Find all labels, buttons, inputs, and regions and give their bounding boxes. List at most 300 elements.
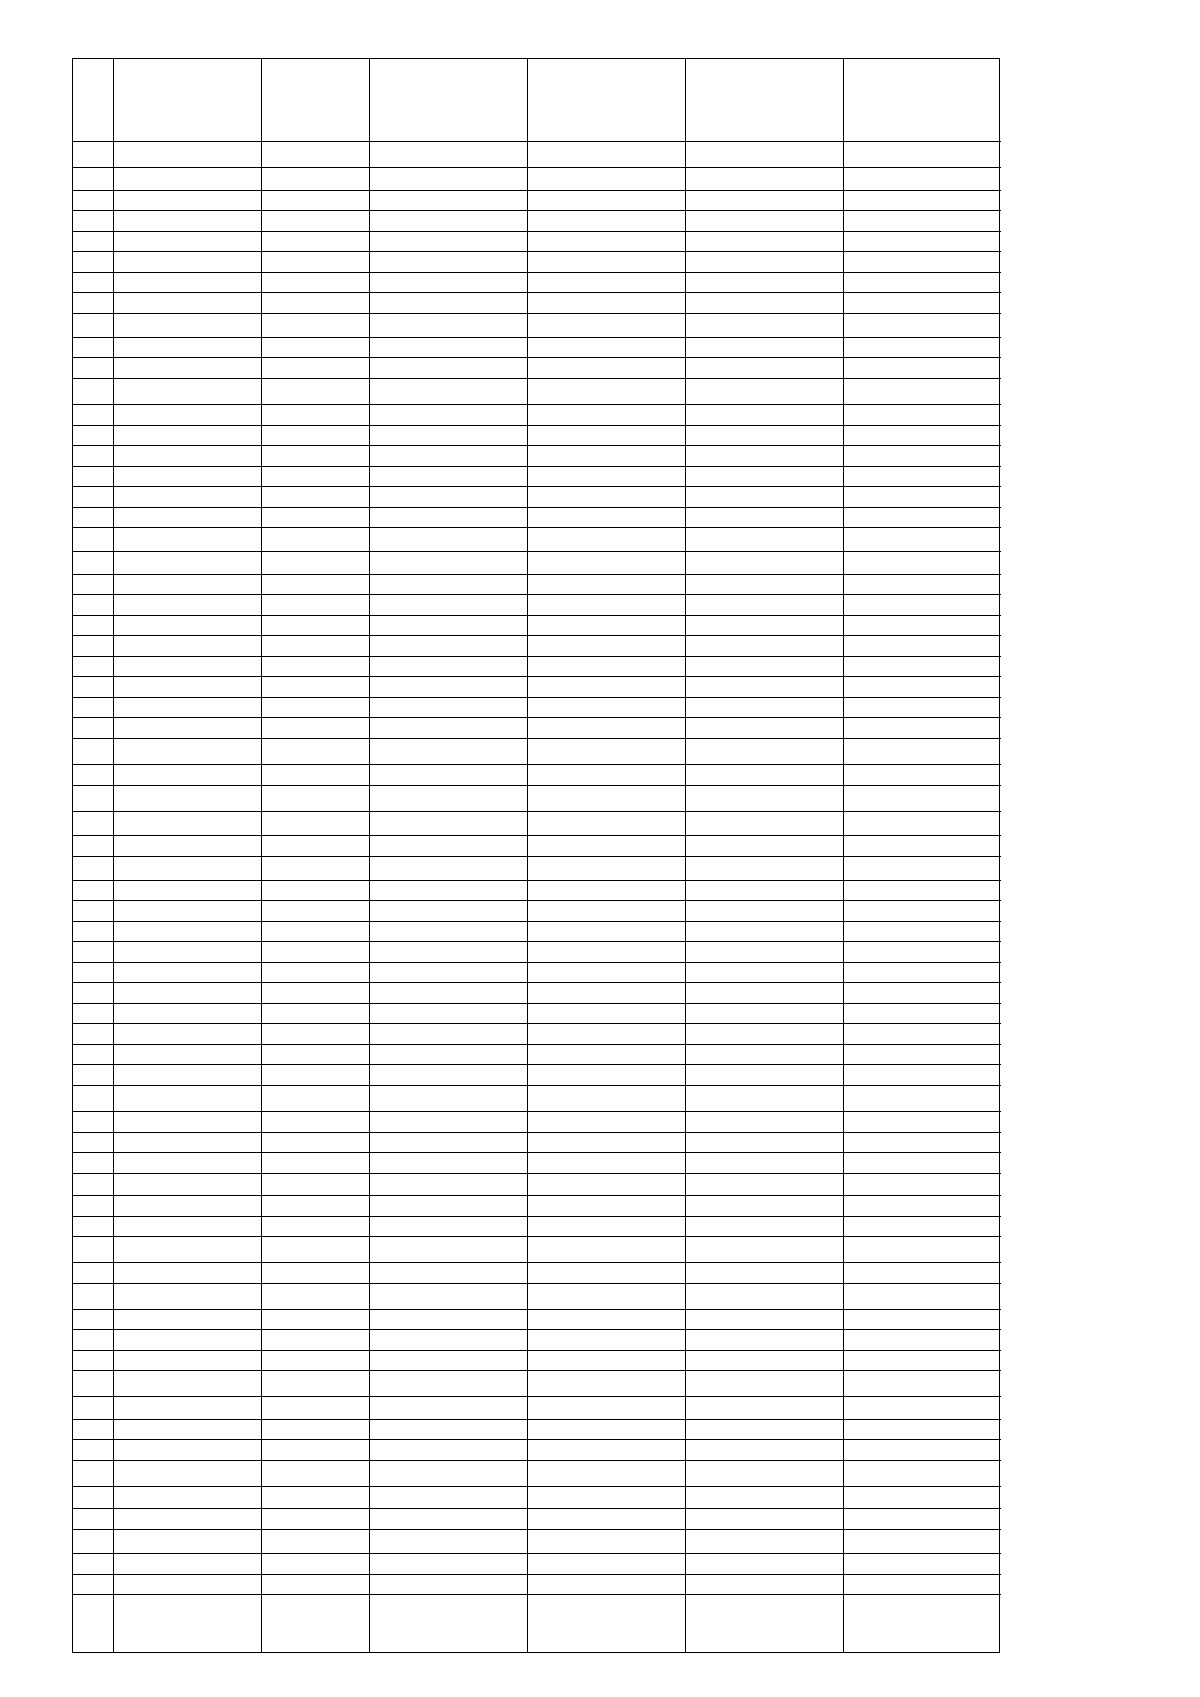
table-cell bbox=[114, 313, 261, 337]
table-cell bbox=[528, 1439, 685, 1460]
table-cell bbox=[114, 1486, 261, 1508]
table-cell bbox=[370, 1309, 527, 1330]
table-cell bbox=[114, 1508, 261, 1529]
table-cell bbox=[370, 1594, 527, 1650]
table-cell bbox=[114, 486, 261, 507]
table-cell bbox=[73, 676, 113, 697]
table-cell bbox=[528, 635, 685, 656]
table-cell bbox=[528, 141, 685, 167]
table-cell bbox=[73, 1309, 113, 1330]
table-cell bbox=[114, 676, 261, 697]
table-cell bbox=[528, 1309, 685, 1330]
table-cell bbox=[370, 574, 527, 595]
table-cell bbox=[528, 615, 685, 636]
table-cell bbox=[73, 1044, 113, 1065]
table-cell bbox=[370, 921, 527, 942]
table-cell bbox=[114, 1370, 261, 1396]
table-cell bbox=[114, 1574, 261, 1595]
table-column bbox=[527, 59, 685, 1652]
table-cell bbox=[528, 1486, 685, 1508]
table-cell bbox=[114, 272, 261, 293]
table-cell bbox=[844, 231, 1001, 252]
table-cell bbox=[114, 59, 261, 141]
table-cell bbox=[686, 1486, 843, 1508]
table-cell bbox=[262, 574, 369, 595]
table-cell bbox=[114, 835, 261, 856]
table-cell bbox=[528, 1262, 685, 1283]
table-cell bbox=[844, 486, 1001, 507]
table-cell bbox=[73, 1085, 113, 1111]
table-cell bbox=[844, 900, 1001, 921]
table-cell bbox=[262, 676, 369, 697]
table-cell bbox=[844, 962, 1001, 983]
table-cell bbox=[73, 738, 113, 764]
table-cell bbox=[528, 717, 685, 738]
table-cell bbox=[370, 900, 527, 921]
table-cell bbox=[262, 785, 369, 811]
table-cell bbox=[262, 1173, 369, 1195]
table-cell bbox=[528, 1574, 685, 1595]
table-cell bbox=[262, 835, 369, 856]
table-cell bbox=[528, 1064, 685, 1085]
table-cell bbox=[370, 445, 527, 466]
table-cell bbox=[262, 635, 369, 656]
table-cell bbox=[114, 337, 261, 358]
table-cell bbox=[528, 486, 685, 507]
table-cell bbox=[73, 1486, 113, 1508]
table-cell bbox=[370, 717, 527, 738]
table-cell bbox=[686, 856, 843, 880]
table-cell bbox=[262, 425, 369, 446]
table-cell bbox=[528, 59, 685, 141]
table-cell bbox=[114, 764, 261, 785]
table-cell bbox=[370, 615, 527, 636]
table-cell bbox=[686, 764, 843, 785]
table-cell bbox=[528, 190, 685, 211]
table-cell bbox=[262, 272, 369, 293]
table-cell bbox=[73, 190, 113, 211]
table-cell bbox=[114, 1152, 261, 1173]
table-cell bbox=[370, 856, 527, 880]
table-cell bbox=[844, 1003, 1001, 1024]
table-cell bbox=[528, 167, 685, 189]
table-cell bbox=[686, 527, 843, 551]
table-cell bbox=[370, 1003, 527, 1024]
table-cell bbox=[686, 697, 843, 718]
table-cell bbox=[528, 272, 685, 293]
table-cell bbox=[528, 251, 685, 272]
table-cell bbox=[262, 1085, 369, 1111]
table-cell bbox=[686, 1085, 843, 1111]
table-cell bbox=[73, 1553, 113, 1574]
table-cell bbox=[370, 1111, 527, 1132]
table-cell bbox=[844, 574, 1001, 595]
table-cell bbox=[686, 1111, 843, 1132]
table-cell bbox=[844, 1023, 1001, 1044]
table-cell bbox=[114, 982, 261, 1003]
table-cell bbox=[73, 1195, 113, 1216]
table-cell bbox=[844, 921, 1001, 942]
table-cell bbox=[370, 1508, 527, 1529]
table-cell bbox=[844, 1529, 1001, 1553]
table-cell bbox=[528, 697, 685, 718]
table-cell bbox=[73, 1460, 113, 1486]
table-cell bbox=[114, 635, 261, 656]
table-cell bbox=[73, 466, 113, 487]
table-cell bbox=[686, 167, 843, 189]
table-cell bbox=[114, 292, 261, 313]
table-cell bbox=[73, 656, 113, 677]
table-cell bbox=[844, 313, 1001, 337]
table-cell bbox=[844, 982, 1001, 1003]
table-cell bbox=[844, 1216, 1001, 1237]
table-cell bbox=[73, 251, 113, 272]
table-cell bbox=[528, 1111, 685, 1132]
table-cell bbox=[528, 1236, 685, 1262]
table-cell bbox=[528, 527, 685, 551]
table-cell bbox=[370, 357, 527, 378]
table-cell bbox=[370, 1216, 527, 1237]
table-cell bbox=[73, 921, 113, 942]
table-cell bbox=[370, 1350, 527, 1371]
table-cell bbox=[686, 676, 843, 697]
table-cell bbox=[370, 982, 527, 1003]
table-cell bbox=[844, 1350, 1001, 1371]
table-cell bbox=[73, 1132, 113, 1153]
table-cell bbox=[114, 527, 261, 551]
table-cell bbox=[528, 574, 685, 595]
table-cell bbox=[114, 1216, 261, 1237]
table-cell bbox=[114, 425, 261, 446]
table-cell bbox=[528, 357, 685, 378]
table-cell bbox=[370, 1152, 527, 1173]
table-cell bbox=[844, 1236, 1001, 1262]
table-cell bbox=[844, 1111, 1001, 1132]
table-cell bbox=[370, 210, 527, 231]
table-cell bbox=[370, 738, 527, 764]
table-cell bbox=[73, 445, 113, 466]
table-cell bbox=[114, 210, 261, 231]
table-cell bbox=[528, 1216, 685, 1237]
table-cell bbox=[844, 445, 1001, 466]
table-cell bbox=[114, 251, 261, 272]
table-cell bbox=[370, 190, 527, 211]
table-cell bbox=[528, 1460, 685, 1486]
table-cell bbox=[73, 1439, 113, 1460]
table-cell bbox=[844, 1262, 1001, 1283]
table-cell bbox=[844, 1064, 1001, 1085]
table-cell bbox=[686, 1529, 843, 1553]
table-cell bbox=[262, 1236, 369, 1262]
table-cell bbox=[844, 1486, 1001, 1508]
table-cell bbox=[262, 697, 369, 718]
table-cell bbox=[114, 466, 261, 487]
table-cell bbox=[370, 1064, 527, 1085]
table-cell bbox=[262, 378, 369, 404]
table-cell bbox=[262, 1574, 369, 1595]
table-cell bbox=[73, 231, 113, 252]
table-cell bbox=[262, 764, 369, 785]
table-cell bbox=[686, 1370, 843, 1396]
table-cell bbox=[686, 425, 843, 446]
table-cell bbox=[262, 656, 369, 677]
table-cell bbox=[262, 190, 369, 211]
table-cell bbox=[528, 292, 685, 313]
table-cell bbox=[262, 1350, 369, 1371]
table-cell bbox=[528, 1529, 685, 1553]
table-cell bbox=[114, 1132, 261, 1153]
table-cell bbox=[262, 486, 369, 507]
table-cell bbox=[686, 210, 843, 231]
table-cell bbox=[844, 1460, 1001, 1486]
table-cell bbox=[844, 507, 1001, 528]
table-cell bbox=[844, 1173, 1001, 1195]
table-cell bbox=[262, 594, 369, 615]
table-cell bbox=[370, 1236, 527, 1262]
table-cell bbox=[262, 615, 369, 636]
table-cell bbox=[686, 486, 843, 507]
table-cell bbox=[73, 337, 113, 358]
table-cell bbox=[114, 231, 261, 252]
table-cell bbox=[114, 1553, 261, 1574]
table-cell bbox=[73, 615, 113, 636]
table-cell bbox=[844, 190, 1001, 211]
table-cell bbox=[844, 337, 1001, 358]
table-cell bbox=[844, 615, 1001, 636]
table-cell bbox=[370, 272, 527, 293]
table-cell bbox=[528, 466, 685, 487]
table-cell bbox=[114, 190, 261, 211]
table-cell bbox=[73, 141, 113, 167]
table-cell bbox=[262, 357, 369, 378]
table-cell bbox=[262, 921, 369, 942]
table-cell bbox=[686, 785, 843, 811]
table-cell bbox=[528, 982, 685, 1003]
table-cell bbox=[686, 507, 843, 528]
table-cell bbox=[370, 1023, 527, 1044]
table-cell bbox=[844, 1329, 1001, 1350]
table-cell bbox=[73, 594, 113, 615]
table-cell bbox=[370, 880, 527, 901]
table-cell bbox=[844, 635, 1001, 656]
table-cell bbox=[262, 900, 369, 921]
table-cell bbox=[686, 811, 843, 835]
table-cell bbox=[844, 1508, 1001, 1529]
table-cell bbox=[528, 231, 685, 252]
table-cell bbox=[114, 1329, 261, 1350]
table-cell bbox=[73, 486, 113, 507]
table-cell bbox=[844, 738, 1001, 764]
table-cell bbox=[528, 1023, 685, 1044]
table-cell bbox=[114, 141, 261, 167]
table-cell bbox=[370, 378, 527, 404]
table-cell bbox=[370, 1085, 527, 1111]
table-cell bbox=[844, 1396, 1001, 1418]
table-cell bbox=[686, 551, 843, 573]
table-cell bbox=[262, 941, 369, 962]
table-cell bbox=[73, 764, 113, 785]
table-cell bbox=[528, 1370, 685, 1396]
table-cell bbox=[686, 1003, 843, 1024]
table-cell bbox=[262, 1195, 369, 1216]
table-cell bbox=[114, 1262, 261, 1283]
table-cell bbox=[686, 337, 843, 358]
table-cell bbox=[262, 1064, 369, 1085]
table-cell bbox=[686, 1283, 843, 1309]
table-cell bbox=[262, 1439, 369, 1460]
table-column bbox=[685, 59, 843, 1652]
table-cell bbox=[528, 1350, 685, 1371]
table-cell bbox=[844, 1370, 1001, 1396]
table-cell bbox=[114, 1111, 261, 1132]
table-cell bbox=[73, 1216, 113, 1237]
table-cell bbox=[686, 141, 843, 167]
table-cell bbox=[686, 1309, 843, 1330]
table-cell bbox=[528, 1594, 685, 1650]
table-cell bbox=[844, 676, 1001, 697]
table-cell bbox=[262, 1370, 369, 1396]
table-cell bbox=[114, 856, 261, 880]
table-cell bbox=[686, 880, 843, 901]
table-cell bbox=[262, 1111, 369, 1132]
table-cell bbox=[114, 1350, 261, 1371]
table-cell bbox=[114, 404, 261, 425]
table-cell bbox=[370, 1262, 527, 1283]
table-cell bbox=[114, 507, 261, 528]
table-cell bbox=[262, 880, 369, 901]
table-cell bbox=[73, 1574, 113, 1595]
table-cell bbox=[73, 272, 113, 293]
table-column bbox=[843, 59, 1001, 1652]
table-cell bbox=[370, 1529, 527, 1553]
table-cell bbox=[844, 1152, 1001, 1173]
table-cell bbox=[844, 1309, 1001, 1330]
table-cell bbox=[844, 656, 1001, 677]
table-cell bbox=[114, 1003, 261, 1024]
table-cell bbox=[528, 900, 685, 921]
table-cell bbox=[528, 856, 685, 880]
table-cell bbox=[528, 962, 685, 983]
table-cell bbox=[686, 313, 843, 337]
table-cell bbox=[686, 1195, 843, 1216]
table-cell bbox=[844, 717, 1001, 738]
table-cell bbox=[528, 378, 685, 404]
table-cell bbox=[844, 141, 1001, 167]
table-cell bbox=[262, 962, 369, 983]
table-cell bbox=[114, 615, 261, 636]
table-cell bbox=[370, 1283, 527, 1309]
table-cell bbox=[73, 527, 113, 551]
table-cell bbox=[528, 313, 685, 337]
table-cell bbox=[114, 1439, 261, 1460]
table-cell bbox=[844, 251, 1001, 272]
table-cell bbox=[73, 1350, 113, 1371]
table-cell bbox=[262, 1283, 369, 1309]
table-cell bbox=[262, 1396, 369, 1418]
table-cell bbox=[844, 1553, 1001, 1574]
table-cell bbox=[73, 1003, 113, 1024]
table-cell bbox=[262, 1553, 369, 1574]
table-cell bbox=[262, 1508, 369, 1529]
table-cell bbox=[262, 1216, 369, 1237]
table-cell bbox=[844, 425, 1001, 446]
table-cell bbox=[686, 1553, 843, 1574]
table-cell bbox=[528, 785, 685, 811]
table-cell bbox=[370, 527, 527, 551]
rotated-data-table bbox=[72, 58, 1000, 1653]
table-cell bbox=[370, 1553, 527, 1574]
table-cell bbox=[370, 1439, 527, 1460]
table-cell bbox=[73, 1396, 113, 1418]
table-cell bbox=[686, 941, 843, 962]
table-cell bbox=[114, 1195, 261, 1216]
table-cell bbox=[114, 1396, 261, 1418]
table-cell bbox=[528, 1132, 685, 1153]
table-cell bbox=[686, 1262, 843, 1283]
table-cell bbox=[262, 1152, 369, 1173]
table-cell bbox=[686, 1044, 843, 1065]
table-cell bbox=[73, 574, 113, 595]
table-cell bbox=[114, 551, 261, 573]
table-cell bbox=[528, 1195, 685, 1216]
table-cell bbox=[262, 292, 369, 313]
table-cell bbox=[262, 717, 369, 738]
table-cell bbox=[844, 292, 1001, 313]
table-cell bbox=[262, 466, 369, 487]
table-cell bbox=[370, 676, 527, 697]
table-cell bbox=[686, 59, 843, 141]
table-cell bbox=[686, 921, 843, 942]
table-cell bbox=[370, 1195, 527, 1216]
table-cell bbox=[262, 1594, 369, 1650]
table-cell bbox=[73, 1173, 113, 1195]
table-cell bbox=[686, 656, 843, 677]
table-cell bbox=[73, 697, 113, 718]
table-cell bbox=[262, 1529, 369, 1553]
table-cell bbox=[262, 1132, 369, 1153]
table-cell bbox=[844, 941, 1001, 962]
table-cell bbox=[370, 764, 527, 785]
table-cell bbox=[370, 507, 527, 528]
table-cell bbox=[528, 764, 685, 785]
table-cell bbox=[262, 551, 369, 573]
table-cell bbox=[686, 1419, 843, 1440]
table-cell bbox=[686, 251, 843, 272]
table-cell bbox=[73, 425, 113, 446]
table-cell bbox=[262, 1309, 369, 1330]
table-cell bbox=[114, 167, 261, 189]
table-cell bbox=[844, 785, 1001, 811]
table-cell bbox=[686, 404, 843, 425]
table-cell bbox=[844, 1085, 1001, 1111]
table-cell bbox=[686, 1508, 843, 1529]
table-cell bbox=[370, 941, 527, 962]
table-cell bbox=[73, 378, 113, 404]
table-cell bbox=[73, 982, 113, 1003]
table-cell bbox=[114, 962, 261, 983]
table-cell bbox=[73, 900, 113, 921]
table-cell bbox=[844, 210, 1001, 231]
table-cell bbox=[73, 785, 113, 811]
table-cell bbox=[262, 811, 369, 835]
table-cell bbox=[114, 1236, 261, 1262]
table-cell bbox=[528, 445, 685, 466]
table-cell bbox=[686, 1574, 843, 1595]
table-column bbox=[261, 59, 369, 1652]
table-cell bbox=[528, 921, 685, 942]
table-cell bbox=[73, 59, 113, 141]
table-cell bbox=[73, 167, 113, 189]
